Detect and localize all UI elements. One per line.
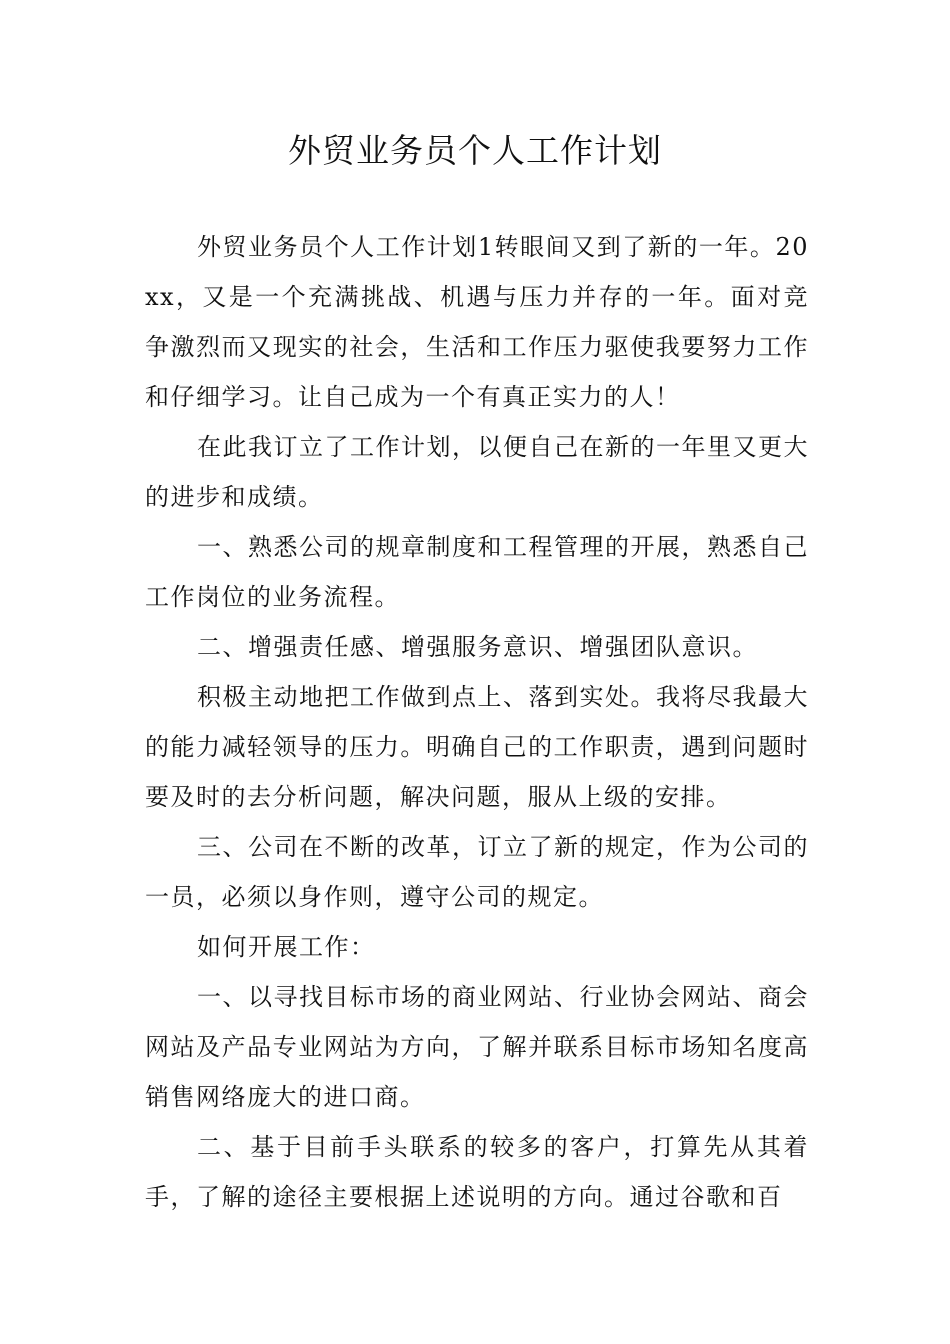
paragraph-how-to: 如何开展工作： [197, 933, 376, 961]
paragraph-item-3: 三、公司在不断的改革，订立了新的规定，作为公司的一员，必须以身作则，遵守公司的规定。 [145, 833, 809, 911]
paragraph-method-2: 二、基于目前手头联系的较多的客户，打算先从其着手，了解的途径主要根据上述说明的方向。通过谷歌和百 [145, 1133, 809, 1211]
paragraph-method-1: 一、以寻找目标市场的商业网站、行业协会网站、商会网站及产品专业网站为方向，了解并联系目标市场知名度高销售网络庞大的进口商。 [145, 983, 809, 1111]
document-title: 外贸业务员个人工作计划 [288, 131, 662, 170]
paragraph-proactive: 积极主动地把工作做到点上、落到实处。我将尽我最大的能力减轻领导的压力。明确自己的工作职责，遇到问题时要及时的去分析问题，解决问题，服从上级的安排。 [145, 683, 809, 811]
paragraph-item-1: 一、熟悉公司的规章制度和工程管理的开展，熟悉自己工作岗位的业务流程。 [145, 533, 809, 611]
document-body [145, 222, 809, 1222]
paragraph-plan: 在此我订立了工作计划，以便自己在新的一年里又更大的进步和成绩。 [145, 433, 809, 511]
paragraph-intro: 外贸业务员个人工作计划1转眼间又到了新的一年。20xx，又是一个充满挑战、机遇与压力并存的一年。面对竞争激烈而又现实的社会，生活和工作压力驱使我要努力工作和仔细学习。让自己成为一个有真正实力的人！ [145, 233, 809, 411]
paragraph-item-2: 二、增强责任感、增强服务意识、增强团队意识。 [197, 633, 758, 661]
